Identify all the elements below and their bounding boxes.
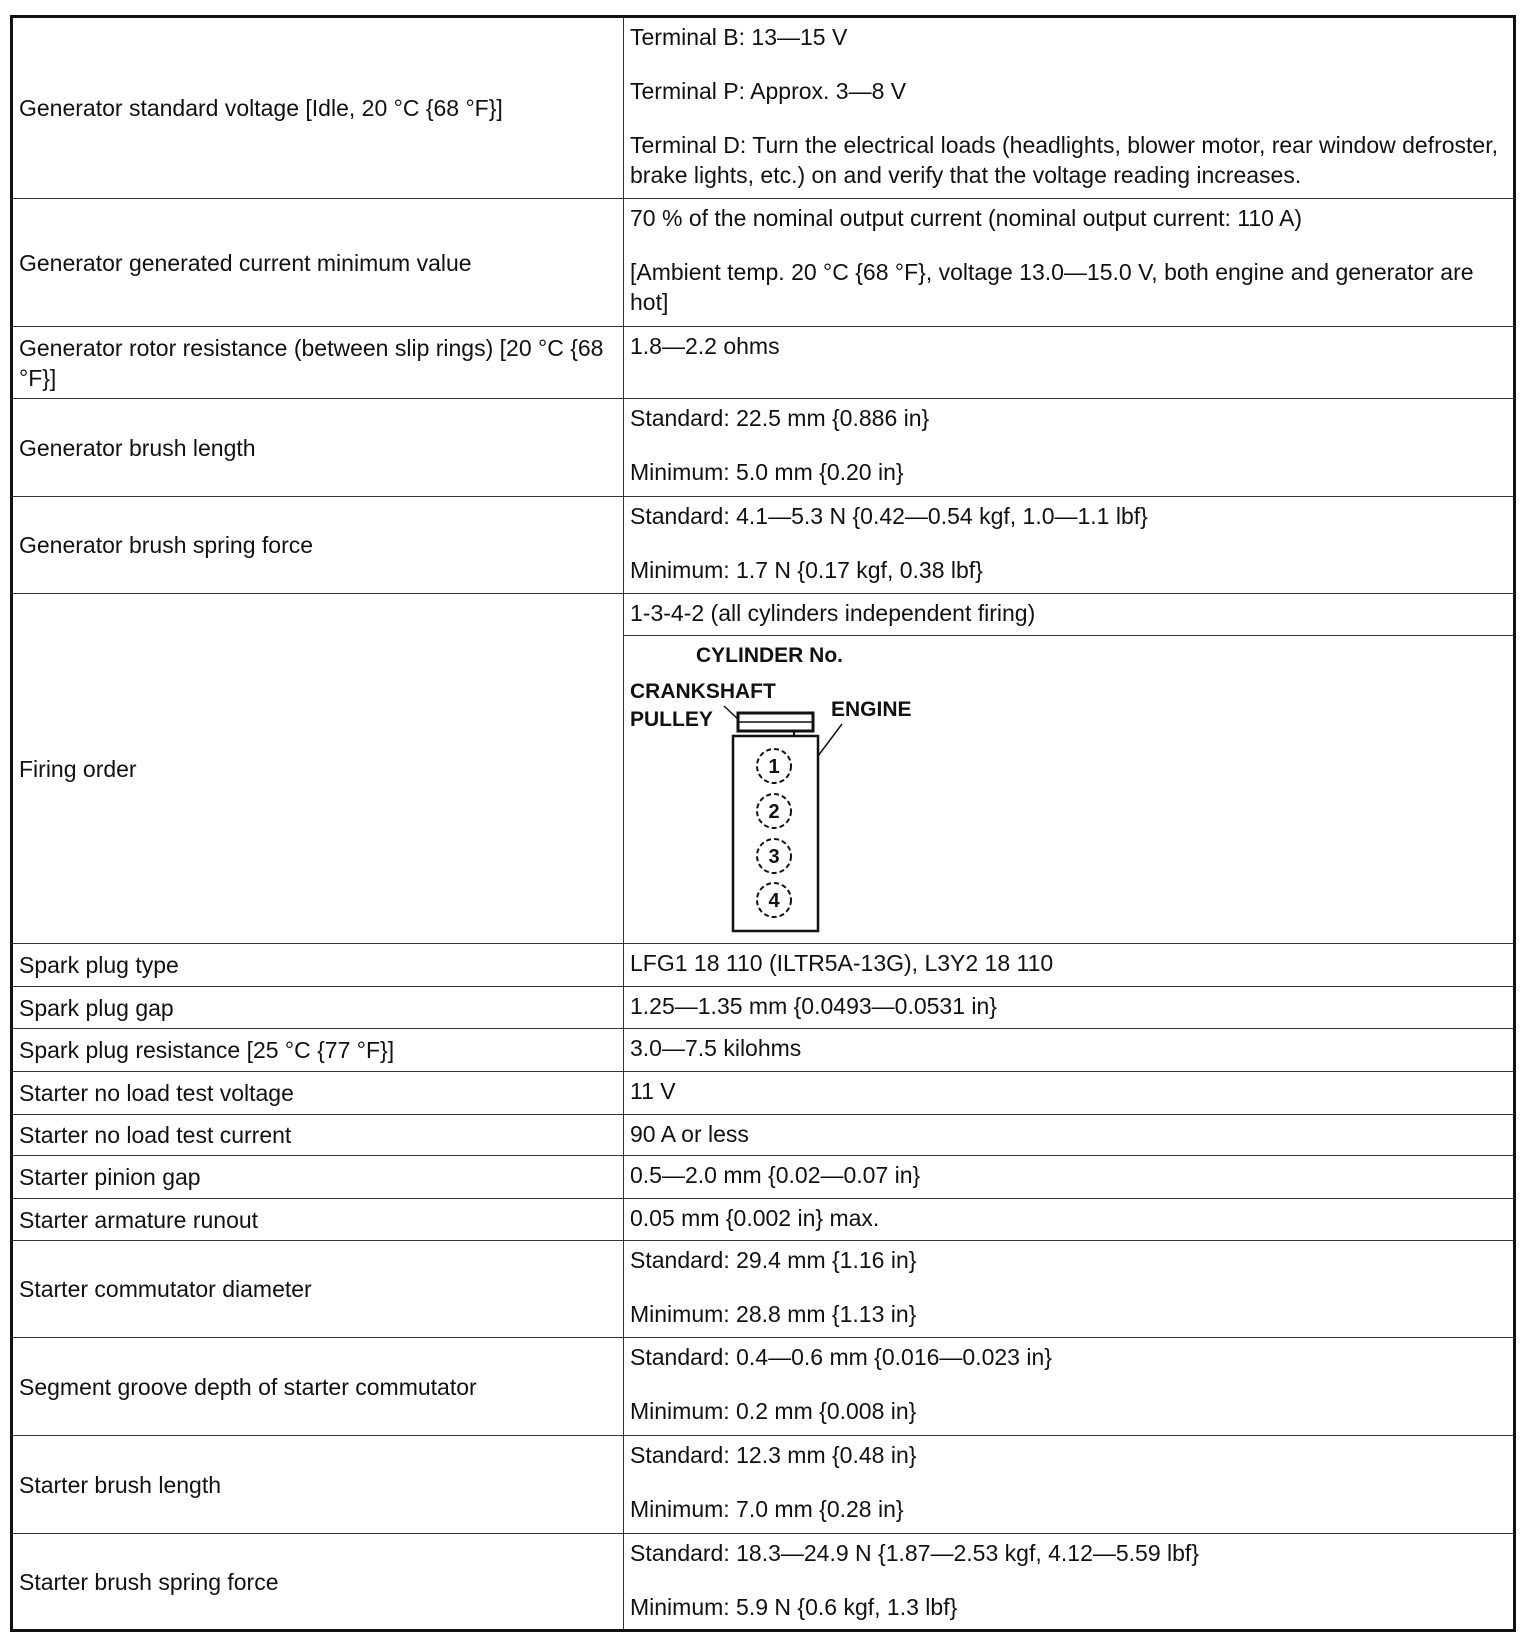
spec-value-line: 1.8—2.2 ohms [630, 333, 780, 359]
spec-value-line: Minimum: 1.7 N {0.17 kgf, 0.38 lbf} [630, 557, 983, 583]
spec-label: Generator standard voltage [Idle, 20 °C {68 °F}] [12, 17, 624, 199]
table-row [12, 1534, 1515, 1631]
spec-label: Starter pinion gap [12, 1156, 624, 1199]
spec-value-line: Minimum: 5.0 mm {0.20 in} [630, 459, 904, 485]
table-row [12, 1156, 1515, 1199]
table-row [12, 1338, 1515, 1436]
diagram-title: CYLINDER No. [696, 644, 843, 667]
spec-value-line: 90 A or less [630, 1121, 749, 1147]
spec-value-line: Terminal D: Turn the electrical loads (headlights, blower motor, rear window defroster, brake lights, etc.) on and verify that the voltage reading increases. [630, 132, 1499, 188]
spec-label: Spark plug type [12, 944, 624, 987]
spec-value-line: 0.05 mm {0.002 in} max. [630, 1205, 880, 1231]
spec-label: Starter no load test current [12, 1115, 624, 1156]
spec-label: Starter brush spring force [12, 1534, 624, 1631]
table-row [12, 944, 1515, 987]
table-row [12, 327, 1515, 399]
spec-value [624, 1156, 1515, 1199]
spec-value [624, 1072, 1515, 1115]
spec-label: Starter commutator diameter [12, 1241, 624, 1338]
spec-value [624, 594, 1515, 636]
crankshaft-label: CRANKSHAFT [630, 680, 776, 703]
table-row [12, 17, 1515, 199]
spec-value-line: Standard: 0.4—0.6 mm {0.016—0.023 in} [630, 1344, 1052, 1370]
spec-value-line: Minimum: 0.2 mm {0.008 in} [630, 1398, 917, 1424]
spec-value-line: Minimum: 7.0 mm {0.28 in} [630, 1496, 904, 1522]
cylinder-number: 4 [768, 890, 780, 912]
spec-value [624, 1534, 1515, 1631]
spec-value-line: 1-3-4-2 (all cylinders independent firing) [630, 600, 1036, 626]
spec-value-line: 70 % of the nominal output current (nominal output current: 110 A) [630, 205, 1303, 231]
specifications-table [10, 15, 1516, 1632]
spec-label: Generator brush length [12, 399, 624, 497]
spec-label: Spark plug resistance [25 °C {77 °F}] [12, 1029, 624, 1072]
spec-value [624, 987, 1515, 1029]
firing-order-diagram [624, 636, 1515, 944]
spec-value [624, 1338, 1515, 1436]
spec-label: Starter armature runout [12, 1199, 624, 1241]
spec-value-line: Standard: 18.3—24.9 N {1.87—2.53 kgf, 4.12—5.59 lbf} [630, 1540, 1200, 1566]
cylinder-number: 3 [768, 846, 780, 868]
spec-value-line: Terminal B: 13—15 V [630, 24, 848, 50]
spec-value-line: LFG1 18 110 (ILTR5A-13G), L3Y2 18 110 [630, 950, 1054, 976]
spec-value [624, 327, 1515, 399]
spec-label: Firing order [12, 594, 624, 944]
table-row [12, 1199, 1515, 1241]
spec-value-line: 11 V [630, 1078, 676, 1104]
spec-value-line: Standard: 4.1—5.3 N {0.42—0.54 kgf, 1.0—1.1 lbf} [630, 503, 1148, 529]
spec-value [624, 399, 1515, 497]
spec-value [624, 497, 1515, 594]
table-row [12, 1436, 1515, 1534]
spec-value [624, 1029, 1515, 1072]
spec-value [624, 1436, 1515, 1534]
spec-label: Segment groove depth of starter commutator [12, 1338, 624, 1436]
spec-value-line: Standard: 22.5 mm {0.886 in} [630, 405, 930, 431]
table-row [12, 497, 1515, 594]
table-row [12, 399, 1515, 497]
spec-value [624, 1241, 1515, 1338]
spec-label: Starter no load test voltage [12, 1072, 624, 1115]
spec-label: Spark plug gap [12, 987, 624, 1029]
table-row [12, 594, 1515, 636]
spec-value [624, 1115, 1515, 1156]
spec-value-line: [Ambient temp. 20 °C {68 °F}, voltage 13.0—15.0 V, both engine and generator are hot] [630, 259, 1474, 315]
spec-value-line: Standard: 29.4 mm {1.16 in} [630, 1247, 917, 1273]
table-row [12, 1072, 1515, 1115]
spec-value [624, 17, 1515, 199]
spec-label: Generator generated current minimum value [12, 199, 624, 327]
spec-value [624, 199, 1515, 327]
spec-value-line: 0.5—2.0 mm {0.02—0.07 in} [630, 1162, 921, 1188]
spec-value-line: 1.25—1.35 mm {0.0493—0.0531 in} [630, 993, 997, 1019]
spec-value-line: Minimum: 5.9 N {0.6 kgf, 1.3 lbf} [630, 1594, 958, 1620]
spec-value-line: Standard: 12.3 mm {0.48 in} [630, 1442, 917, 1468]
spec-label: Generator brush spring force [12, 497, 624, 594]
table-row [12, 987, 1515, 1029]
table-row [12, 1115, 1515, 1156]
spec-value [624, 1199, 1515, 1241]
spec-value-line: 3.0—7.5 kilohms [630, 1035, 802, 1061]
spec-value-line: Minimum: 28.8 mm {1.13 in} [630, 1301, 917, 1327]
engine-label: ENGINE [831, 698, 912, 721]
spec-value-line: Terminal P: Approx. 3—8 V [630, 78, 907, 104]
table-row [12, 1241, 1515, 1338]
table-row [12, 1029, 1515, 1072]
spec-label: Starter brush length [12, 1436, 624, 1534]
table-row [12, 199, 1515, 327]
cylinder-number: 2 [768, 801, 780, 823]
pulley-label: PULLEY [630, 708, 713, 731]
engine-diagram [624, 636, 1514, 936]
spec-label: Generator rotor resistance (between slip rings) [20 °C {68 °F}] [12, 327, 624, 399]
cylinder-number: 1 [768, 756, 780, 778]
spec-value [624, 944, 1515, 987]
